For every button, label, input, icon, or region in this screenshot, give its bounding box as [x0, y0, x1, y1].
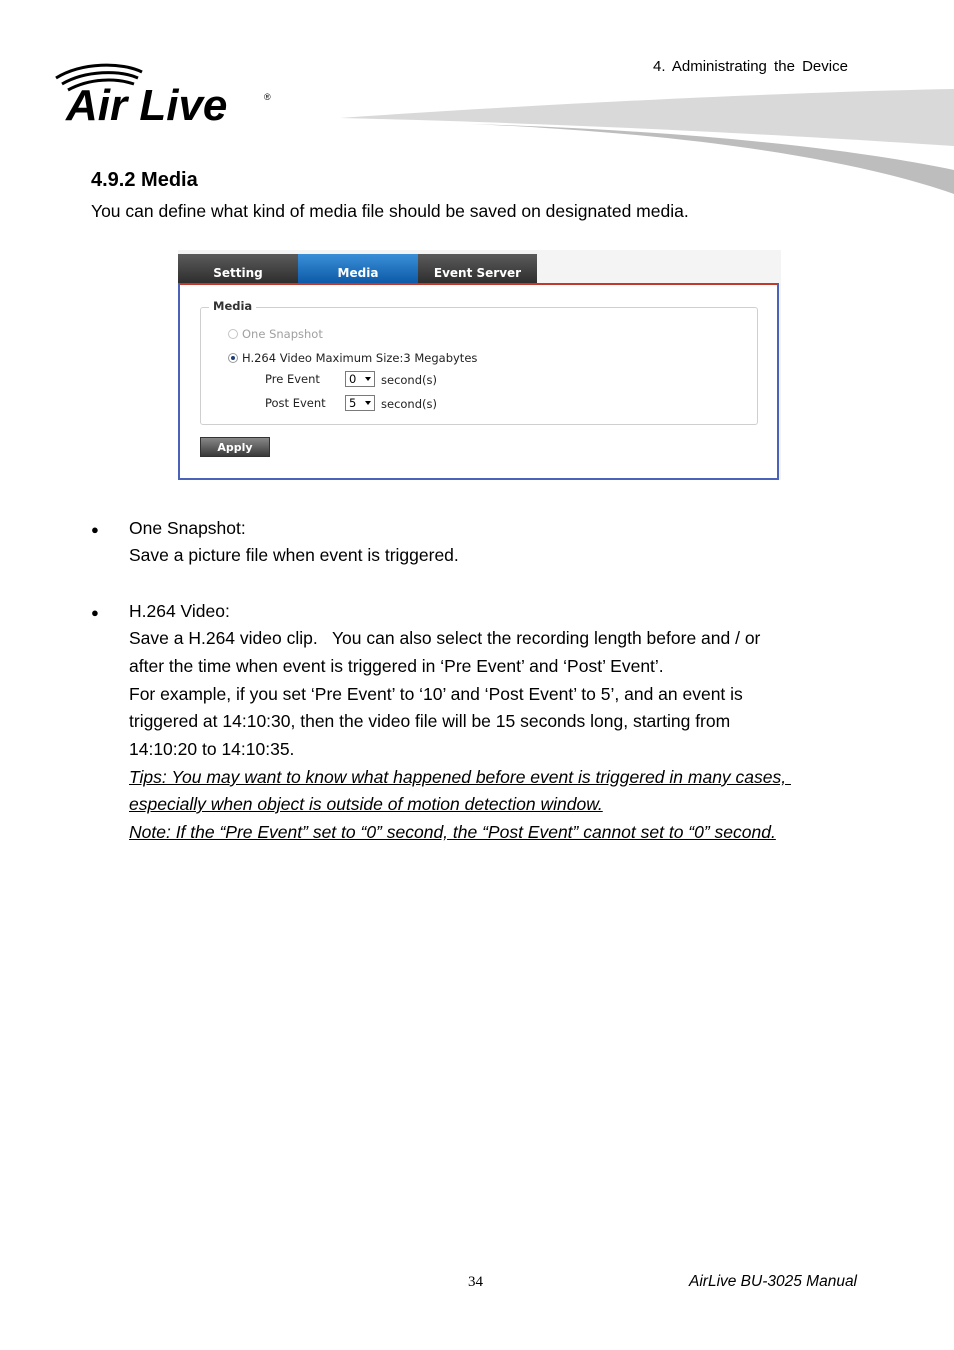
- bullet-text: Save a H.264 video clip. You can also select the recording length before and / or: [129, 628, 761, 648]
- tab-content: [178, 283, 779, 480]
- pre-event-value: 0: [349, 372, 357, 386]
- bullet-dot-icon: ●: [91, 605, 99, 620]
- tab-media[interactable]: Media: [298, 254, 418, 283]
- pre-event-select[interactable]: [345, 371, 375, 387]
- post-event-select[interactable]: [345, 395, 375, 411]
- chevron-down-icon: [365, 401, 371, 405]
- section-title: 4.9.2 Media: [91, 169, 198, 191]
- bullet-text: 14:10:20 to 14:10:35.: [129, 739, 295, 759]
- section-intro: You can define what kind of media file should be saved on designated media.: [91, 201, 689, 221]
- media-settings-screenshot: [178, 250, 781, 480]
- option-h264-video-label: H.264 Video Maximum Size:3 Megabytes: [242, 351, 478, 365]
- radio-h264-video[interactable]: [228, 353, 238, 363]
- tips-note: especially when object is outside of motion detection window.: [129, 794, 603, 814]
- tips-note: Tips: You may want to know what happened before event is triggered in many cases,: [129, 767, 791, 787]
- header-swoosh: [340, 84, 954, 200]
- pre-event-unit: second(s): [381, 373, 437, 387]
- option-one-snapshot-label: One Snapshot: [242, 327, 323, 341]
- post-event-value: 5: [349, 396, 357, 410]
- bullet-text: after the time when event is triggered in ‘Pre Event’ and ‘Post’ Event’.: [129, 656, 664, 676]
- tab-bar: [178, 254, 537, 283]
- tab-setting[interactable]: Setting: [178, 254, 298, 283]
- media-fieldset: [200, 299, 758, 425]
- post-event-unit: second(s): [381, 397, 437, 411]
- option-h264-video[interactable]: [228, 351, 477, 365]
- bullet-title: H.264 Video:: [129, 601, 230, 621]
- bullet-text: Save a picture file when event is triggered.: [129, 545, 459, 565]
- bullet-text: For example, if you set ‘Pre Event’ to ‘10’ and ‘Post Event’ to 5’, and an event is: [129, 684, 743, 704]
- logo-text: Air Live: [66, 81, 228, 125]
- bullet-title: One Snapshot:: [129, 518, 246, 538]
- radio-one-snapshot[interactable]: [228, 329, 238, 339]
- chevron-down-icon: [365, 377, 371, 381]
- post-event-label: Post Event: [265, 396, 326, 410]
- pre-event-note: Note: If the “Pre Event” set to “0” second, the “Post Event” cannot set to “0” second.: [129, 822, 776, 842]
- page-number: 34: [468, 1274, 483, 1290]
- logo-registered: ®: [264, 92, 271, 102]
- chapter-header: 4. Administrating the Device: [653, 58, 848, 75]
- option-one-snapshot[interactable]: [228, 327, 323, 341]
- apply-button[interactable]: Apply: [200, 437, 270, 457]
- pre-event-label: Pre Event: [265, 372, 320, 386]
- fieldset-legend: Media: [209, 299, 256, 313]
- manual-title: AirLive BU-3025 Manual: [689, 1273, 858, 1290]
- bullet-text: triggered at 14:10:30, then the video file will be 15 seconds long, starting from: [129, 711, 731, 731]
- tab-event-server[interactable]: Event Server: [418, 254, 537, 283]
- bullet-dot-icon: ●: [91, 522, 99, 537]
- airlive-logo: [52, 60, 277, 125]
